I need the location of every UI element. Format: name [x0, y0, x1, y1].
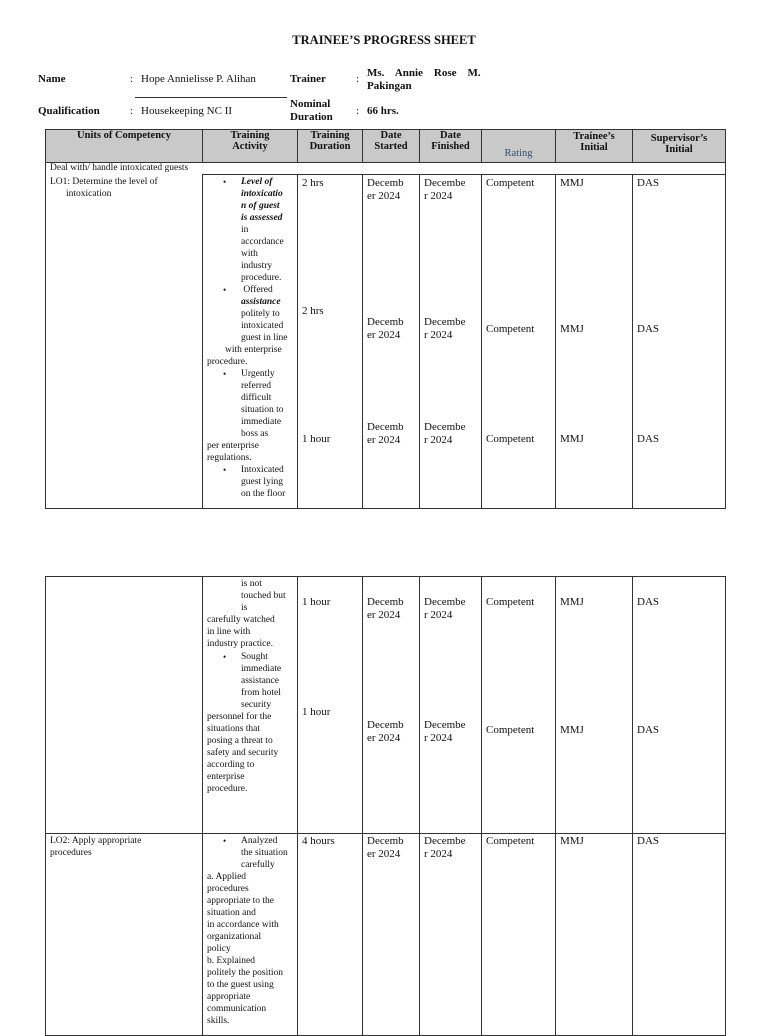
progress-table-page2 — [45, 576, 726, 1036]
qualification-underline — [135, 97, 287, 98]
finished-cell-1: Decembe r 2024 Decembe r 2024 Decembe r 2024 — [420, 175, 482, 509]
lo1-continued-cell — [46, 577, 203, 834]
activity-sought-assistance: Sought immediate assistance from hotel security — [241, 652, 282, 710]
lo2-cell — [46, 834, 203, 1036]
header-supervisor-initial: Supervisor’s Initial — [633, 130, 726, 163]
activity-cell-2: is not touched but is carefully watched in line with industry practice. • Sought immediate assistance from hotel security personnel for the situations that posing a threat to safety and security according to enterprise procedure. — [203, 577, 298, 834]
qualification-label: Qualification — [38, 105, 100, 117]
nominal-label-line2: Duration — [290, 111, 333, 123]
table-row — [46, 577, 726, 834]
rating-cell-1: Competent Competent Competent — [482, 175, 556, 509]
started-cell-2: Decemb er 2024 Decemb er 2024 — [363, 577, 420, 834]
rating-cell-3: Competent — [482, 834, 556, 1036]
name-value: Hope Annielisse P. Alihan — [141, 73, 256, 85]
header-duration: Training Duration — [298, 130, 363, 163]
activity-urgently-referred: Urgently referred difficult situation to immediate boss as — [241, 369, 284, 439]
trainer-colon: : — [356, 73, 360, 85]
lo1-cell — [46, 175, 203, 509]
nominal-label-line1: Nominal — [290, 98, 331, 110]
lo1-text: LO1: Determine the level of intoxication — [50, 176, 158, 199]
finished-cell-3: Decembe r 2024 — [420, 834, 482, 1036]
unit-title: Deal with/ handle intoxicated guests — [46, 163, 726, 175]
header-row — [46, 130, 726, 163]
qualification-value: Housekeeping NC II — [141, 105, 233, 117]
header-finished: Date Finished — [420, 130, 482, 163]
activity-cell-1: • Level of intoxicatio n of guest is assessed in accordance with industry procedure. • Offered assistance politely to intoxicated guest in line with enterprise procedure. • Urgently referred difficult situation to immediate boss as per enterprise regulations. • Intoxicated guest lying on the floor — [203, 175, 298, 509]
unit-title-row — [46, 163, 726, 175]
activity-intoxicated-guest: Intoxicated guest lying on the floor — [241, 465, 286, 499]
rating-cell-2: Competent Competent — [482, 577, 556, 834]
trainer-label: Trainer — [290, 73, 326, 85]
activity-offered-assistance: Offered assistance politely to intoxicated guest in line — [241, 285, 288, 343]
trainer-value-line1: Ms. Annie Rose M. — [367, 67, 481, 79]
nominal-value: 66 hrs. — [367, 105, 399, 117]
trainee-initial-cell-1: MMJ MMJ MMJ — [556, 175, 633, 509]
table-row — [46, 834, 726, 1036]
qualification-colon: : — [130, 105, 134, 117]
duration-cell-3: 4 hours — [298, 834, 363, 1036]
nominal-colon: : — [356, 105, 360, 117]
supervisor-initial-cell-1: DAS DAS DAS — [633, 175, 726, 509]
header-started: Date Started — [363, 130, 420, 163]
duration-cell-1: 2 hrs 2 hrs 1 hour — [298, 175, 363, 509]
activity-analyzed-situation: Analyzed the situation carefully — [241, 836, 288, 870]
activity-intoxicated-guest-continued: is not touched but is — [241, 579, 286, 613]
name-colon: : — [130, 73, 134, 85]
progress-table-page1 — [45, 129, 726, 509]
header-units: Units of Competency — [46, 130, 203, 163]
duration-cell-2: 1 hour 1 hour — [298, 577, 363, 834]
trainer-value-line2: Pakingan — [367, 80, 412, 92]
trainee-initial-cell-2: MMJ MMJ — [556, 577, 633, 834]
finished-cell-2: Decembe r 2024 Decembe r 2024 — [420, 577, 482, 834]
activity-applied-procedures: a. Applied procedures appropriate to the situation and in accordance with organizational policy b. Explained politely the position to the guest using appropriate communication skills. — [207, 872, 283, 1026]
activity-cell-3: • Analyzed the situation carefully a. Applied procedures appropriate to the situation and in accordance with organizational policy b. Explained politely the position to the guest using appropriate communication skills. — [203, 834, 298, 1036]
header-trainee-initial: Trainee’s Initial — [556, 130, 633, 163]
started-cell-1: Decemb er 2024 Decemb er 2024 Decemb er 2024 — [363, 175, 420, 509]
supervisor-initial-cell-2: DAS DAS — [633, 577, 726, 834]
trainee-initial-cell-3: MMJ — [556, 834, 633, 1036]
lo2-text: LO2: Apply appropriate procedures — [50, 836, 142, 858]
name-label: Name — [38, 73, 66, 85]
table-row — [46, 175, 726, 509]
header-activity: Training Activity — [203, 130, 298, 163]
activity-level-of-intoxication: Level of intoxicatio n of guest is assessed in accordance with industry procedure. — [241, 177, 284, 283]
supervisor-initial-cell-3: DAS — [633, 834, 726, 1036]
header-rating: Rating — [482, 130, 556, 163]
document-title: TRAINEE’S PROGRESS SHEET — [292, 33, 476, 47]
started-cell-3: Decemb er 2024 — [363, 834, 420, 1036]
